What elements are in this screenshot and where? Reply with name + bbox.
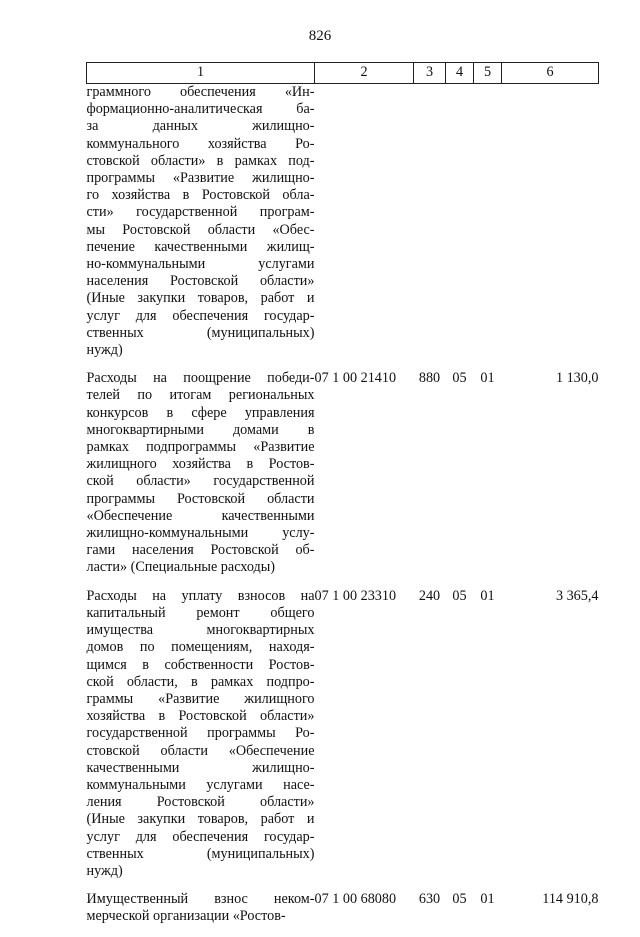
row-amount: [502, 84, 599, 371]
description-line: ственных (муниципальных): [86, 845, 315, 862]
table-body: [87, 84, 599, 937]
row-expense-type: [414, 84, 446, 371]
description-line: ления Ростовской области»: [86, 794, 315, 811]
description-line: хозяйства в Ростовской области»: [86, 708, 315, 725]
row-section: 05: [452, 587, 467, 604]
description-line: коммунальными услугами насе-: [86, 776, 315, 793]
description-line: Расходы на поощрение победи-: [86, 370, 315, 387]
description-line: граммного обеспечения «Ин-: [86, 84, 315, 100]
table-row: [87, 370, 599, 587]
description-line: ской области, в рамках подпро-: [86, 673, 315, 690]
row-target-code: 07 1 00 68080: [314, 891, 397, 908]
table-row: [87, 84, 599, 371]
description-line: нужд): [86, 342, 123, 359]
description-line: рамках подпрограммы «Развитие: [86, 439, 315, 456]
description-line: услуг для обеспечения государ-: [86, 828, 315, 845]
row-expense-type: 630: [418, 891, 441, 908]
description-line: (Иные закупки товаров, работ и: [86, 290, 315, 307]
description-line: капитальный ремонт общего: [86, 604, 315, 621]
description-line: формационно-аналитическая ба-: [86, 101, 315, 118]
header-col-4: 4: [446, 63, 474, 84]
row-expense-type: 880: [418, 370, 441, 387]
description-line: населения Ростовской области»: [86, 273, 315, 290]
row-section: 05: [452, 891, 467, 908]
header-col-6: 6: [502, 63, 599, 84]
row-target-code: [315, 84, 414, 371]
description-line: ственных (муниципальных): [86, 324, 315, 341]
description-line: печение качественными жилищ-: [86, 238, 315, 255]
budget-table: [86, 62, 599, 937]
header-col-1: 1: [87, 63, 315, 84]
description-line: граммы «Развитие жилищного: [86, 690, 315, 707]
description-line: домов по помещениям, находя-: [86, 639, 315, 656]
row-subsection: 01: [480, 370, 495, 387]
description-line: но-коммунальными услугами: [86, 256, 315, 273]
row-amount: 114 910,8: [542, 891, 599, 908]
header-col-3: 3: [414, 63, 446, 84]
description-line: ской области» государственной: [86, 473, 315, 490]
description-line: Расходы на уплату взносов на: [86, 587, 315, 604]
table-row: [87, 891, 599, 936]
description-line: конкурсов в сфере управления: [86, 404, 315, 421]
description-line: за данных жилищно-: [86, 118, 315, 135]
table-header: [87, 63, 599, 84]
description-line: «Обеспечение качественными: [86, 507, 315, 524]
description-line: гами населения Ростовской об-: [86, 542, 315, 559]
row-subsection: 01: [480, 891, 495, 908]
row-target-code: 07 1 00 21410: [314, 370, 397, 387]
row-amount: 1 130,0: [555, 370, 599, 387]
table-row: [87, 588, 599, 891]
description-line: сти» государственной програм-: [86, 204, 315, 221]
description-line: (Иные закупки товаров, работ и: [86, 811, 315, 828]
description-line: го хозяйства в Ростовской обла-: [86, 187, 315, 204]
description-line: стовской области» в рамках под-: [86, 152, 315, 169]
description-line: жилищно-коммунальными услу-: [86, 525, 315, 542]
description-line: жилищного хозяйства в Ростов-: [86, 456, 315, 473]
row-section: 05: [452, 370, 467, 387]
page-number: 826: [308, 28, 332, 44]
description-line: нужд): [86, 862, 123, 879]
row-description: [87, 891, 315, 936]
row-subsection: [474, 84, 502, 371]
row-expense-type: 240: [418, 587, 441, 604]
header-col-5: 5: [474, 63, 502, 84]
description-line: качественными жилищно-: [86, 759, 315, 776]
row-description: [87, 84, 315, 371]
row-amount: 3 365,4: [555, 587, 599, 604]
row-section: [446, 84, 474, 371]
description-line: программы Ростовской области: [86, 490, 315, 507]
description-line: программы «Развитие жилищно-: [86, 170, 315, 187]
header-col-2: 2: [315, 63, 414, 84]
description-line: коммунального хозяйства Ро-: [86, 135, 315, 152]
description-line: Имущественный взнос неком-: [86, 891, 315, 908]
row-description: [87, 588, 315, 891]
description-line: стовской области «Обеспечение: [86, 742, 315, 759]
description-line: многоквартирными домами в: [86, 421, 315, 438]
row-subsection: 01: [480, 587, 495, 604]
description-line: телей по итогам региональных: [86, 387, 315, 404]
description-line: мерческой организации «Ростов-: [86, 908, 286, 925]
description-line: услуг для обеспечения государ-: [86, 307, 315, 324]
row-description: [87, 370, 315, 587]
description-line: государственной программы Ро-: [86, 725, 315, 742]
description-line: ласти» (Специальные расходы): [86, 559, 276, 576]
description-line: мы Ростовской области «Обес-: [86, 221, 315, 238]
description-line: щимся в собственности Ростов-: [86, 656, 315, 673]
description-line: имущества многоквартирных: [86, 622, 315, 639]
row-target-code: 07 1 00 23310: [314, 587, 397, 604]
